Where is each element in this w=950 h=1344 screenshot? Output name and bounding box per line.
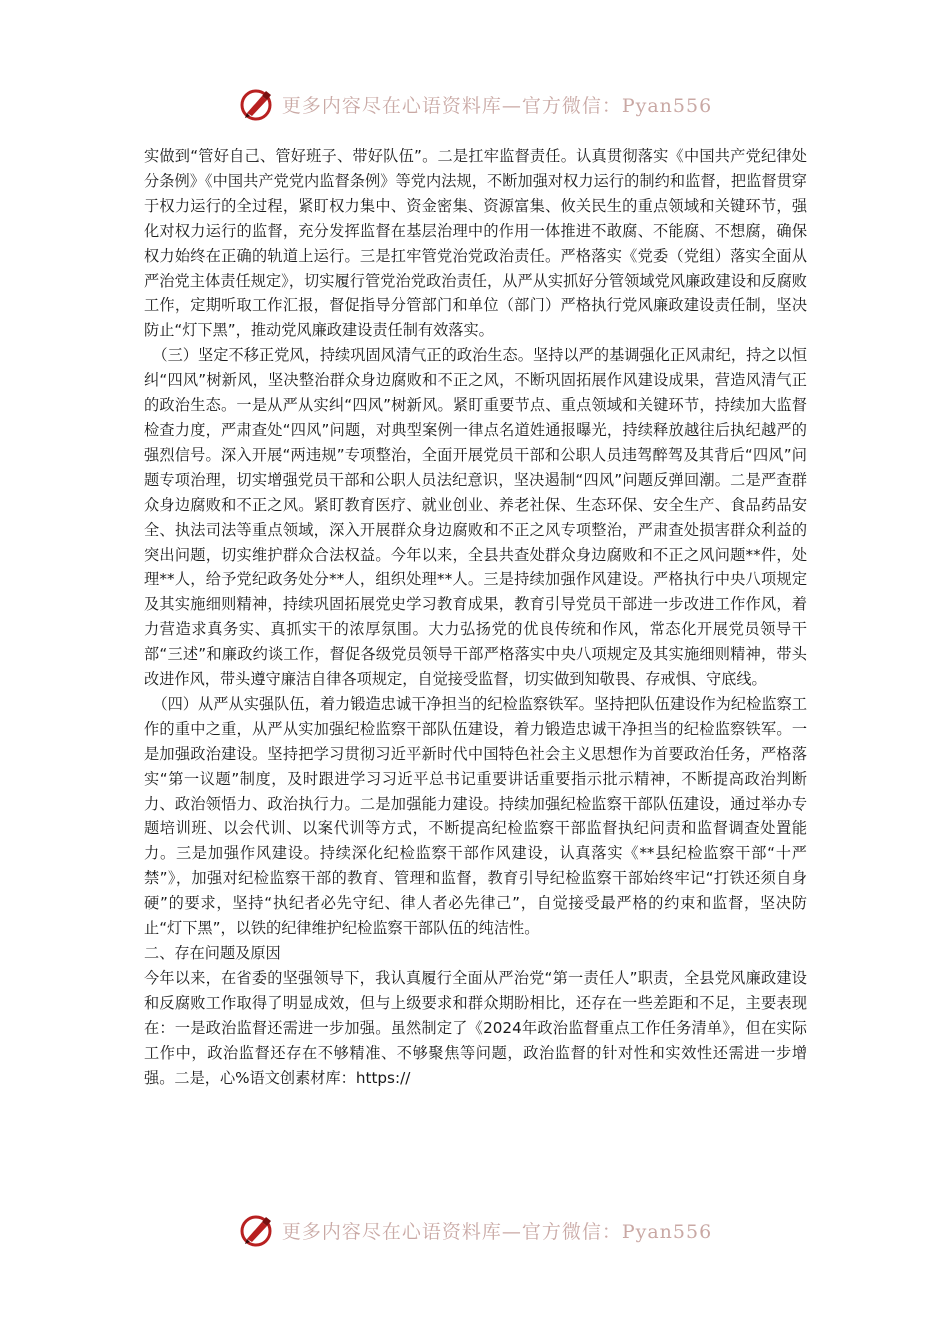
document-body: [144, 144, 807, 1090]
header-watermark-banner: [0, 84, 950, 124]
header-watermark-text: 更多内容尽在心语资料库—官方微信：Pyan556: [281, 94, 713, 117]
footer-watermark-text: 更多内容尽在心语资料库—官方微信：Pyan556: [281, 1220, 713, 1243]
paragraph-responsibility: 实做到“管好自己、管好班子、带好队伍”。二是扛牢监督责任。认真贯彻落实《中国共产党纪律处分条例》《中国共产党党内监督条例》等党内法规，不断加强对权力运行的制约和监督，把监督贯穿于权力运行的全过程，紧盯权力集中、资金密集、资源富集、攸关民生的重点领域和关键环节，强化对权力运行的监督，充分发挥监督在基层治理中的作用一体推进不敢腐、不能腐、不想腐，确保权力始终在正确的轨道上运行。三是扛牢管党治党政治责任。严格落实《党委（党组）落实全面从严治党主体责任规定》，切实履行管党治党政治责任，从严从实抓好分管领域党风廉政建设和反腐败工作，定期听取工作汇报，督促指导分管部门和单位（部门）严格执行党风廉政建设责任制，坚决防止“灯下黑”，推动党风廉政建设责任制有效落实。: [144, 147, 807, 340]
pen-logo-icon: [238, 1212, 274, 1248]
paragraph-problems: 今年以来，在省委的坚强领导下，我认真履行全面从严治党“第一责任人”职责，全县党风廉政建设和反腐败工作取得了明显成效，但与上级要求和群众期盼相比，还存在一些差距和不足，主要表现在：一是政治监督还需进一步加强。虽然制定了《2024年政治监督重点工作任务清单》，但在实际工作中，政治监督还存在不够精准、不够聚焦等问题，政治监督的针对性和实效性还需进一步增强。二是，心%语文创素材库：https://: [144, 968, 807, 1087]
footer-watermark-banner: [0, 1210, 950, 1250]
pen-logo-icon: [238, 86, 274, 122]
paragraph-team-building: （四）从严从实强队伍，着力锻造忠诚干净担当的纪检监察铁军。坚持把队伍建设作为纪检监察工作的重中之重，从严从实加强纪检监察干部队伍建设，着力锻造忠诚干净担当的纪检监察铁军。一是加强政治建设。坚持把学习贯彻习近平新时代中国特色社会主义思想作为首要政治任务，严格落实“第一议题”制度，及时跟进学习习近平总书记重要讲话重要指示批示精神，不断提高政治判断力、政治领悟力、政治执行力。二是加强能力建设。持续加强纪检监察干部队伍建设，通过举办专题培训班、以会代训、以案代训等方式，不断提高纪检监察干部监督执纪问责和监督调查处置能力。三是加强作风建设。持续深化纪检监察干部作风建设，认真落实《**县纪检监察干部“十严禁”》，加强对纪检监察干部的教育、管理和监督，教育引导纪检监察干部始终牢记“打铁还须自身硬”的要求，坚持“执纪者必先守纪、律人者必先律己”，自觉接受最严格的约束和监督，坚决防止“灯下黑”，以铁的纪律维护纪检监察干部队伍的纯洁性。: [144, 694, 807, 938]
paragraph-party-style: （三）坚定不移正党风，持续巩固风清气正的政治生态。坚持以严的基调强化正风肃纪，持之以恒纠“四风”树新风，坚决整治群众身边腐败和不正之风，不断巩固拓展作风建设成果，营造风清气正的政治生态。一是从严从实纠“四风”树新风。紧盯重要节点、重点领域和关键环节，持续加大监督检查力度，严肃查处“四风”问题，对典型案例一律点名道姓通报曝光，持续释放越往后执纪越严的强烈信号。深入开展“两违规”专项整治，全面开展党员干部和公职人员违驾醉驾及其背后“四风”问题专项治理，切实增强党员干部和公职人员法纪意识，坚决遏制“四风”问题反弹回潮。二是严查群众身边腐败和不正之风。紧盯教育医疗、就业创业、养老社保、生态环保、安全生产、食品药品安全、执法司法等重点领域，深入开展群众身边腐败和不正之风专项整治，严肃查处损害群众利益的突出问题，切实维护群众合法权益。今年以来，全县共查处群众身边腐败和不正之风问题**件，处理**人，给予党纪政务处分**人，组织处理**人。三是持续加强作风建设。严格执行中央八项规定及其实施细则精神，持续巩固拓展党史学习教育成果，教育引导党员干部进一步改进工作作风，着力营造求真务实、真抓实干的浓厚氛围。大力弘扬党的优良传统和作风，常态化开展党员领导干部“三述”和廉政约谈工作，督促各级党员领导干部严格落实中央八项规定及其实施细则精神，带头改进作风，带头遵守廉洁自律各项规定，自觉接受监督，切实做到知敬畏、存戒惧、守底线。: [144, 346, 807, 689]
section-heading-problems: 二、存在问题及原因: [144, 944, 281, 962]
